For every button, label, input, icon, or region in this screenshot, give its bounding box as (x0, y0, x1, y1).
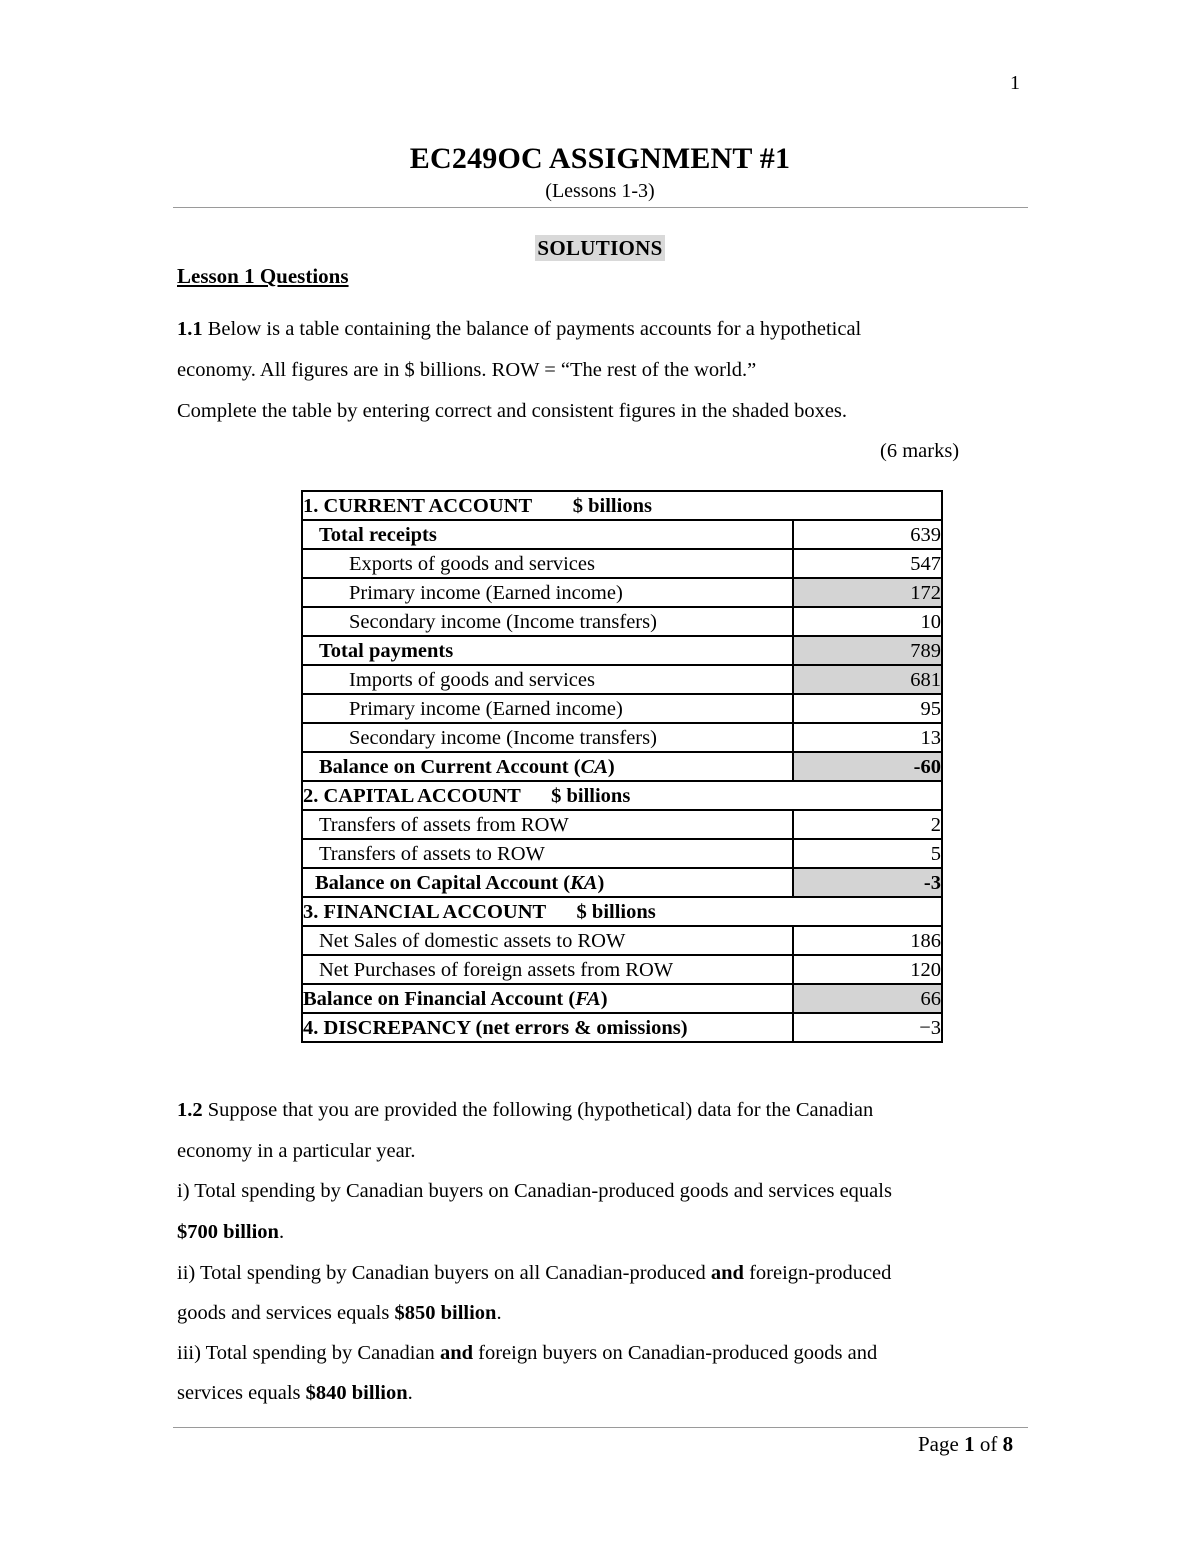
solutions-label (0, 236, 1200, 261)
balance-fa-value: 66 (793, 984, 942, 1013)
table-row (302, 723, 942, 752)
page-number: 1 (1010, 72, 1020, 94)
document-subtitle: (Lessons 1-3) (545, 180, 655, 202)
table-row (302, 549, 942, 578)
footer-current-page: 1 (964, 1432, 975, 1456)
q1-2-iii-text-c: services equals (177, 1382, 306, 1404)
lesson-heading: Lesson 1 Questions (177, 264, 349, 288)
q1-2-iii-text-a: iii) Total spending by Canadian (177, 1342, 440, 1364)
balance-fa-label (302, 984, 793, 1013)
row-value: 2 (793, 810, 942, 839)
table-row (302, 694, 942, 723)
table-row (302, 520, 942, 549)
row-label: Secondary income (Income transfers) (302, 723, 793, 752)
q1-2-text1: Suppose that you are provided the following (hypothetical) data for the Canadian (202, 1099, 874, 1121)
balance-fa-label-text: Balance on Financial Account ( (303, 987, 576, 1010)
balance-ca-close: ) (607, 755, 615, 778)
balance-ca-abbr: CA (580, 755, 608, 778)
footer-page-word: Page (918, 1432, 965, 1456)
q1-2-line2: economy in a particular year. (177, 1140, 416, 1162)
q1-1-line2: economy. All figures are in $ billions. ROW = “The rest of the world.” (177, 359, 757, 381)
q1-2-ii-amount: $850 billion (394, 1302, 497, 1324)
table-row (302, 839, 942, 868)
balance-ka-label-text: Balance on Capital Account ( (315, 871, 571, 894)
q1-2-ii-period: . (496, 1302, 502, 1324)
balance-fa-close: ) (600, 987, 608, 1010)
q1-2-item-ii (177, 1262, 891, 1285)
q1-2-iii-and: and (439, 1342, 473, 1364)
table-row (302, 955, 942, 984)
row-value: 547 (793, 549, 942, 578)
row-label: Total receipts (302, 520, 793, 549)
current-account-header: 1. CURRENT ACCOUNT $ billions (302, 491, 942, 520)
footer-divider (173, 1427, 1028, 1428)
discrepancy-label: 4. DISCREPANCY (net errors & omissions) (302, 1013, 793, 1042)
financial-account-rows (302, 926, 942, 984)
header-divider (173, 207, 1028, 208)
q1-2-item-i: i) Total spending by Canadian buyers on Canadian-produced goods and services equals (177, 1180, 892, 1202)
row-label: Primary income (Earned income) (302, 694, 793, 723)
q1-2-iii-period: . (407, 1382, 413, 1404)
row-value: 120 (793, 955, 942, 984)
q1-2-item-iii-cont (177, 1382, 413, 1405)
footer-of-word: of (974, 1432, 1003, 1456)
row-value: 5 (793, 839, 942, 868)
financial-account-header-row (302, 897, 942, 926)
q1-2-item-iii (177, 1342, 877, 1365)
footer-page-indicator (918, 1432, 1013, 1457)
q1-2-line1 (177, 1099, 873, 1122)
balance-ca-label (302, 752, 793, 781)
current-account-rows (302, 520, 942, 752)
row-label: Secondary income (Income transfers) (302, 607, 793, 636)
row-value: 186 (793, 926, 942, 955)
q1-1-marks: (6 marks) (880, 440, 960, 462)
row-value: 95 (793, 694, 942, 723)
table-row (302, 607, 942, 636)
q1-2-ii-and: and (710, 1262, 744, 1284)
row-label: Net Purchases of foreign assets from ROW (302, 955, 793, 984)
row-value: 681 (793, 665, 942, 694)
row-label: Total payments (302, 636, 793, 665)
row-value: 639 (793, 520, 942, 549)
row-label: Primary income (Earned income) (302, 578, 793, 607)
discrepancy-row (302, 1013, 942, 1042)
q1-2-i-period: . (278, 1221, 285, 1243)
balance-ka-label (302, 868, 793, 897)
table-row (302, 810, 942, 839)
q1-2-item-ii-cont (177, 1302, 502, 1325)
row-label: Net Sales of domestic assets to ROW (302, 926, 793, 955)
balance-ca-label-text: Balance on Current Account ( (319, 755, 581, 778)
q1-2-ii-text-c: goods and services equals (177, 1302, 395, 1324)
q1-2-i-amount: $700 billion (177, 1221, 279, 1243)
balance-ca-row (302, 752, 942, 781)
discrepancy-value: −3 (793, 1013, 942, 1042)
q1-2-number: 1.2 (177, 1099, 203, 1121)
balance-ka-abbr: KA (570, 871, 598, 894)
document-title: EC249OC ASSIGNMENT #1 (409, 142, 791, 175)
capital-account-rows (302, 810, 942, 868)
table-row (302, 636, 942, 665)
q1-2-ii-text-a: ii) Total spending by Canadian buyers on all Canadian-produced (177, 1262, 711, 1284)
balance-ka-value: -3 (793, 868, 942, 897)
row-value: 172 (793, 578, 942, 607)
row-value: 789 (793, 636, 942, 665)
q1-1-line3: Complete the table by entering correct and consistent figures in the shaded boxes. (177, 400, 848, 422)
q1-2-item-i-amount-line (177, 1221, 284, 1244)
row-label: Imports of goods and services (302, 665, 793, 694)
balance-of-payments-table (301, 490, 943, 1043)
footer-total-pages: 8 (1002, 1432, 1014, 1456)
balance-fa-abbr: FA (575, 987, 601, 1010)
q1-1-text1: Below is a table containing the balance of payments accounts for a hypothetical (202, 318, 862, 340)
q1-1-number: 1.1 (177, 318, 203, 340)
current-account-header-row (302, 491, 942, 520)
row-label: Exports of goods and services (302, 549, 793, 578)
q1-1-line1 (177, 318, 861, 341)
row-label: Transfers of assets to ROW (302, 839, 793, 868)
balance-fa-row (302, 984, 942, 1013)
table-row (302, 926, 942, 955)
row-value: 13 (793, 723, 942, 752)
financial-account-header: 3. FINANCIAL ACCOUNT $ billions (302, 897, 942, 926)
table-row (302, 578, 942, 607)
capital-account-header-row (302, 781, 942, 810)
q1-2-iii-amount: $840 billion (305, 1382, 408, 1404)
balance-ka-close: ) (597, 871, 605, 894)
balance-ka-row (302, 868, 942, 897)
row-value: 10 (793, 607, 942, 636)
balance-ca-value: -60 (793, 752, 942, 781)
solutions-label-text: SOLUTIONS (537, 236, 663, 260)
q1-2-iii-text-b: foreign buyers on Canadian-produced goods and (473, 1342, 878, 1364)
table-row (302, 665, 942, 694)
capital-account-header: 2. CAPITAL ACCOUNT $ billions (302, 781, 942, 810)
q1-2-ii-text-b: foreign-produced (743, 1262, 892, 1284)
row-label: Transfers of assets from ROW (302, 810, 793, 839)
